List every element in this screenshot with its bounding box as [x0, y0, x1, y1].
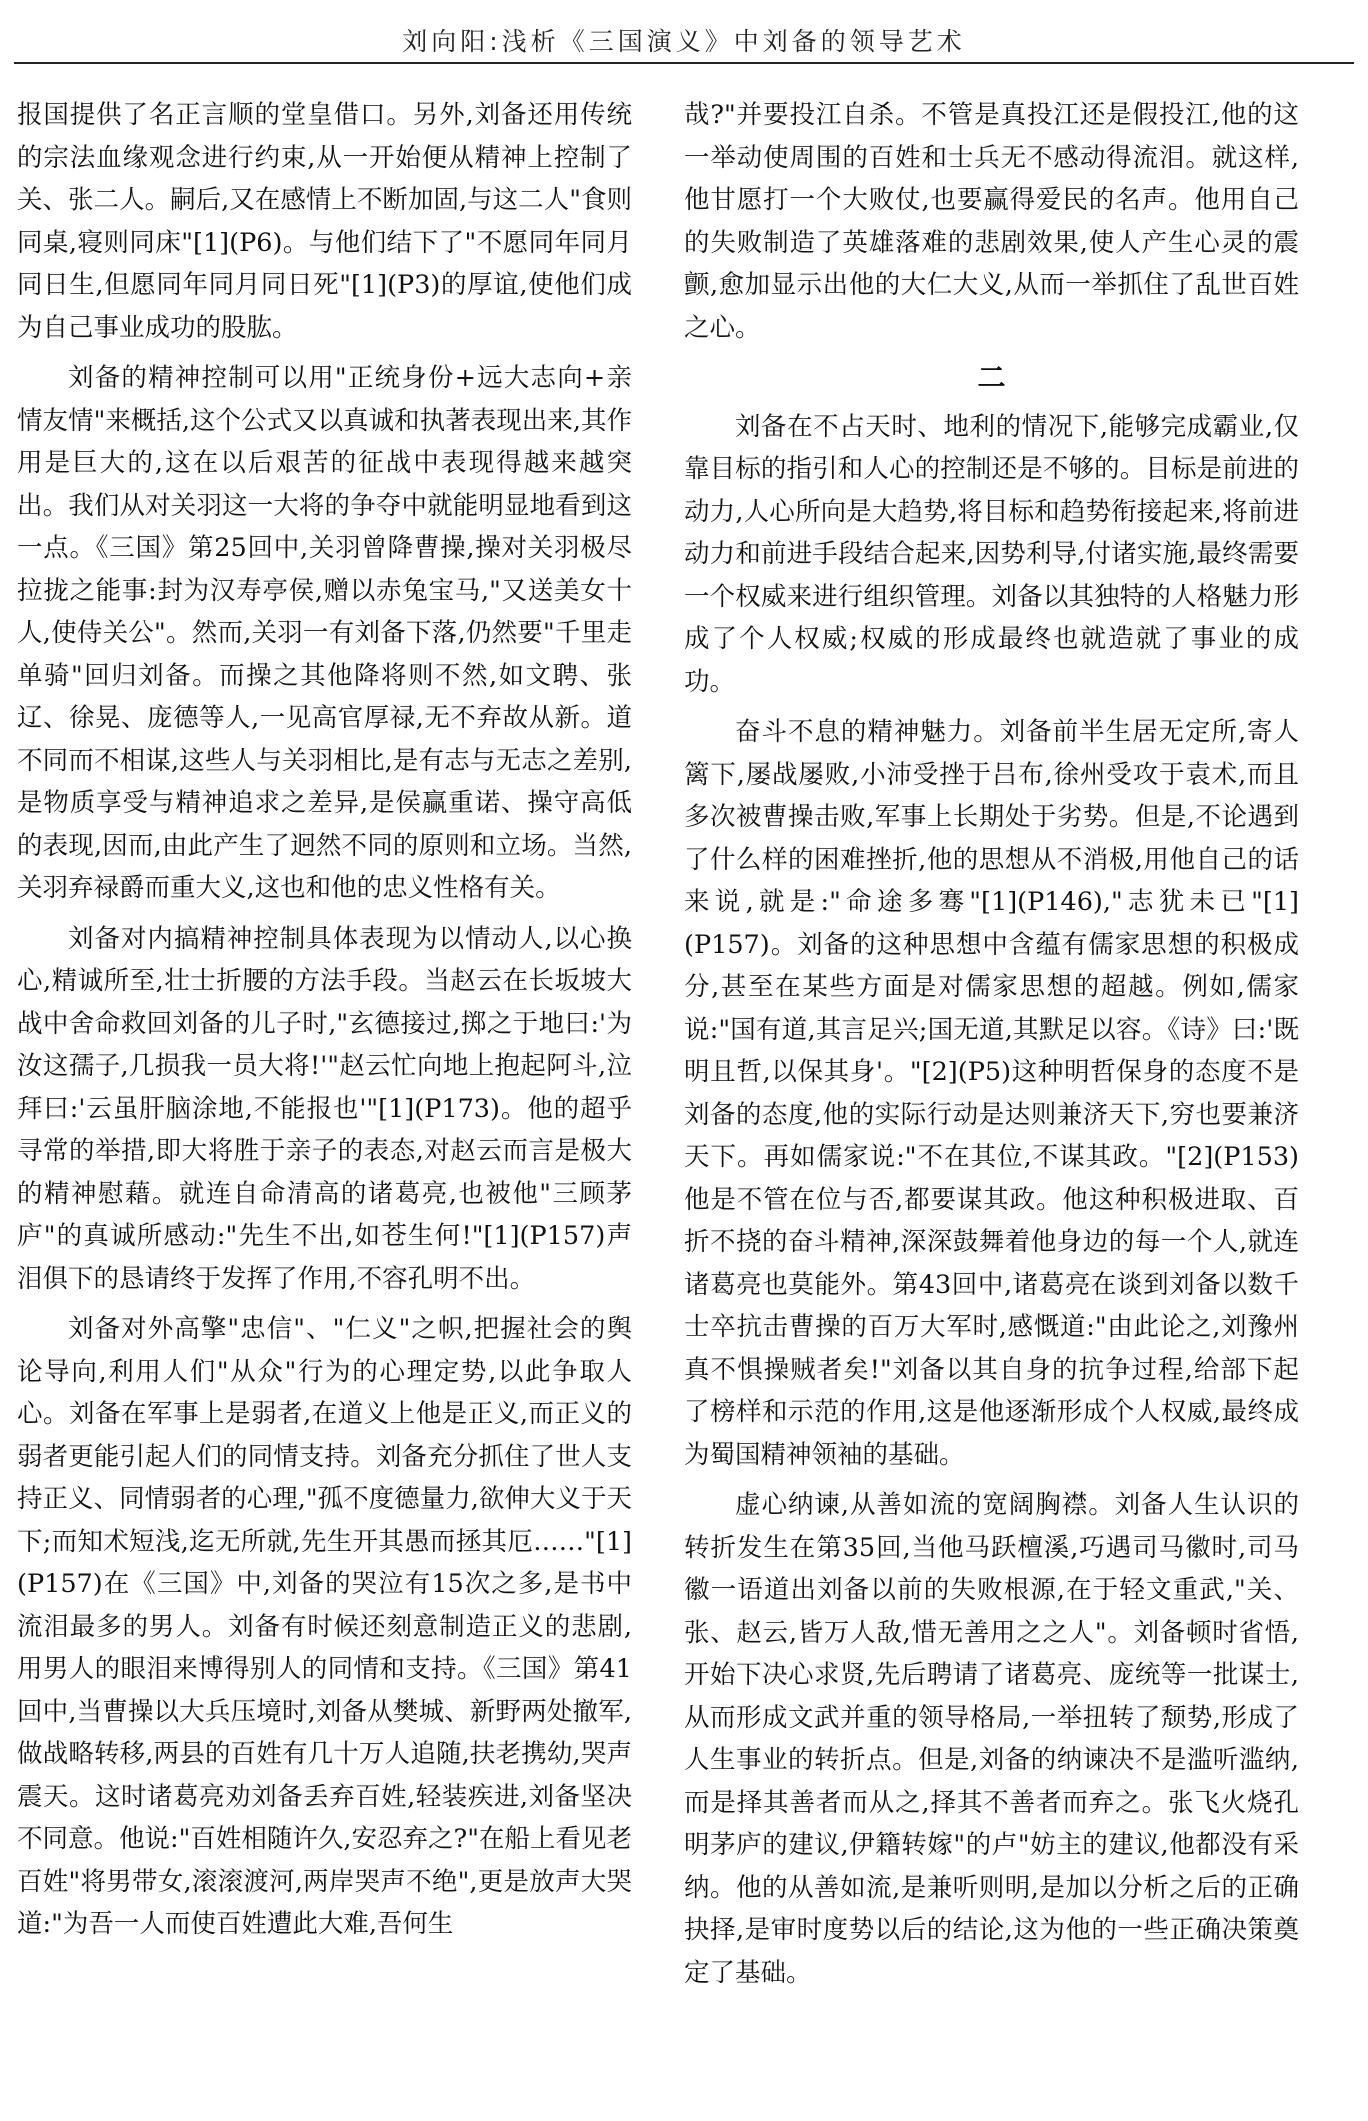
- body-paragraph: 刘备的精神控制可以用"正统身份+远大志向+亲情友情"来概括,这个公式又以真诚和执著表现出来,其作用是巨大的,这在以后艰苦的征战中表现得越来越突出。我们从对关羽这一大将的争夺中就能明显地看到这一点。《三国》第25回中,关羽曾降曹操,操对关羽极尽拉拢之能事:封为汉寿亭侯,赠以赤兔宝马,"又送美女十人,使侍关公"。然而,关羽一有刘备下落,仍然要"千里走单骑"回归刘备。而操之其他降将则不然,如文聘、张辽、徐晃、庞德等人,一见高官厚禄,无不弃故从新。道不同而不相谋,这些人与关羽相比,是有志与无志之差别,是物质享受与精神追求之差异,是侯赢重诺、操守高低的表现,因而,由此产生了迥然不同的原则和立场。当然,关羽弃禄爵而重大义,这也和他的忠义性格有关。: [17, 363, 632, 903]
- running-header: 刘向阳:浅析《三国演义》中刘备的领导艺术: [402, 27, 966, 56]
- section-heading: 二: [977, 361, 1006, 394]
- body-paragraph: 刘备对外高擎"忠信"、"仁义"之帜,把握社会的舆论导向,利用人们"从众"行为的心理定势,以此争取人心。刘备在军事上是弱者,在道义上他是正义,而正义的弱者更能引起人们的同情支持。刘备充分抓住了世人支持正义、同情弱者的心理,"孤不度德量力,欲伸大义于天下;而知术短浅,迄无所就,先生开其愚而拯其厄……"[1](P157)在《三国》中,刘备的哭泣有15次之多,是书中流泪最多的男人。刘备有时候还刻意制造正义的悲剧,用男人的眼泪来博得别人的同情和支持。《三国》第41回中,当曹操以大兵压境时,刘备从樊城、新野两处撤军,做战略转移,两县的百姓有几十万人追随,扶老携幼,哭声震天。这时诸葛亮劝刘备丢弃百姓,轻装疾进,刘备坚决不同意。他说:"百姓相随许久,安忍弃之?"在船上看见老百姓"将男带女,滚滚渡河,两岸哭声不绝",更是放声大哭道:"为吾一人而使百姓遭此大难,吾何生: [17, 1314, 632, 1939]
- body-paragraph: 哉?"并要投江自杀。不管是真投江还是假投江,他的这一举动使周围的百姓和士兵无不感动得流泪。就这样,他甘愿打一个大败仗,也要赢得爱民的名声。他用自己的失败制造了英雄落难的悲剧效果,使人产生心灵的震颤,愈加显示出他的大仁大义,从而一举抓住了乱世百姓之心。: [684, 100, 1299, 343]
- header-rule: [14, 62, 1354, 64]
- body-paragraph: 刘备对内搞精神控制具体表现为以情动人,以心换心,精诚所至,壮士折腰的方法手段。当赵云在长坂坡大战中舍命救回刘备的儿子时,"玄德接过,掷之于地曰:'为汝这孺子,几损我一员大将!'"赵云忙向地上抱起阿斗,泣拜曰:'云虽肝脑涂地,不能报也'"[1](P173)。他的超乎寻常的举措,即大将胜于亲子的表态,对赵云而言是极大的精神慰藉。就连自命清高的诸葛亮,也被他"三顾茅庐"的真诚所感动:"先生不出,如苍生何!"[1](P157)声泪俱下的恳请终于发挥了作用,不容孔明不出。: [17, 923, 632, 1294]
- body-paragraph: 报国提供了名正言顺的堂皇借口。另外,刘备还用传统的宗法血缘观念进行约束,从一开始便从精神上控制了关、张二人。嗣后,又在感情上不断加固,与这二人"食则同桌,寝则同床"[1](P6)。与他们结下了"不愿同年同月同日生,但愿同年同月同日死"[1](P3)的厚谊,使他们成为自己事业成功的股肱。: [17, 100, 632, 343]
- left-column: [17, 94, 632, 1954]
- body-paragraph: 刘备在不占天时、地利的情况下,能够完成霸业,仅靠目标的指引和人心的控制还是不够的。目标是前进的动力,人心所向是大趋势,将目标和趋势衔接起来,将前进动力和前进手段结合起来,因势利导,付诸实施,最终需要一个权威来进行组织管理。刘备以其独特的人格魅力形成了个人权威;权威的形成最终也就造就了事业的成功。: [684, 411, 1299, 697]
- body-paragraph: 虚心纳谏,从善如流的宽阔胸襟。刘备人生认识的转折发生在第35回,当他马跃檀溪,巧遇司马徽时,司马徽一语道出刘备以前的失败根源,在于轻文重武,"关、张、赵云,皆万人敌,惜无善用之之人"。刘备顿时省悟,开始下决心求贤,先后聘请了诸葛亮、庞统等一批谋士,从而形成文武并重的领导格局,一举扭转了颓势,形成了人生事业的转折点。但是,刘备的纳谏决不是滥听滥纳,而是择其善者而从之,择其不善者而弃之。张飞火烧孔明茅庐的建议,伊籍转嫁"的卢"妨主的建议,他都没有采纳。他的从善如流,是兼听则明,是加以分析之后的正确抉择,是审时度势以后的结论,这为他的一些正确决策奠定了基础。: [684, 1490, 1299, 1988]
- body-paragraph: 奋斗不息的精神魅力。刘备前半生居无定所,寄人篱下,屡战屡败,小沛受挫于吕布,徐州受攻于袁术,而且多次被曹操击败,军事上长期处于劣势。但是,不论遇到了什么样的困难挫折,他的思想从不消极,用他自己的话来说,就是:"命途多骞"[1](P146),"志犹未已"[1](P157)。刘备的这种思想中含蕴有儒家思想的积极成分,甚至在某些方面是对儒家思想的超越。例如,儒家说:"国有道,其言足兴;国无道,其默足以容。《诗》曰:'既明且哲,以保其身'。"[2](P5)这种明哲保身的态度不是刘备的态度,他的实际行动是达则兼济天下,穷也要兼济天下。再如儒家说:"不在其位,不谋其政。"[2](P153)他是不管在位与否,都要谋其政。他这种积极进取、百折不挠的奋斗精神,深深鼓舞着他身边的每一个人,就连诸葛亮也莫能外。第43回中,诸葛亮在谈到刘备以数千士卒抗击曹操的百万大军时,感慨道:"由此论之,刘豫州真不惧操贼者矣!"刘备以其自身的抗争过程,给部下起了榜样和示范的作用,这是他逐渐形成个人权威,最终成为蜀国精神领袖的基础。: [684, 717, 1299, 1470]
- right-column: [684, 94, 1299, 2002]
